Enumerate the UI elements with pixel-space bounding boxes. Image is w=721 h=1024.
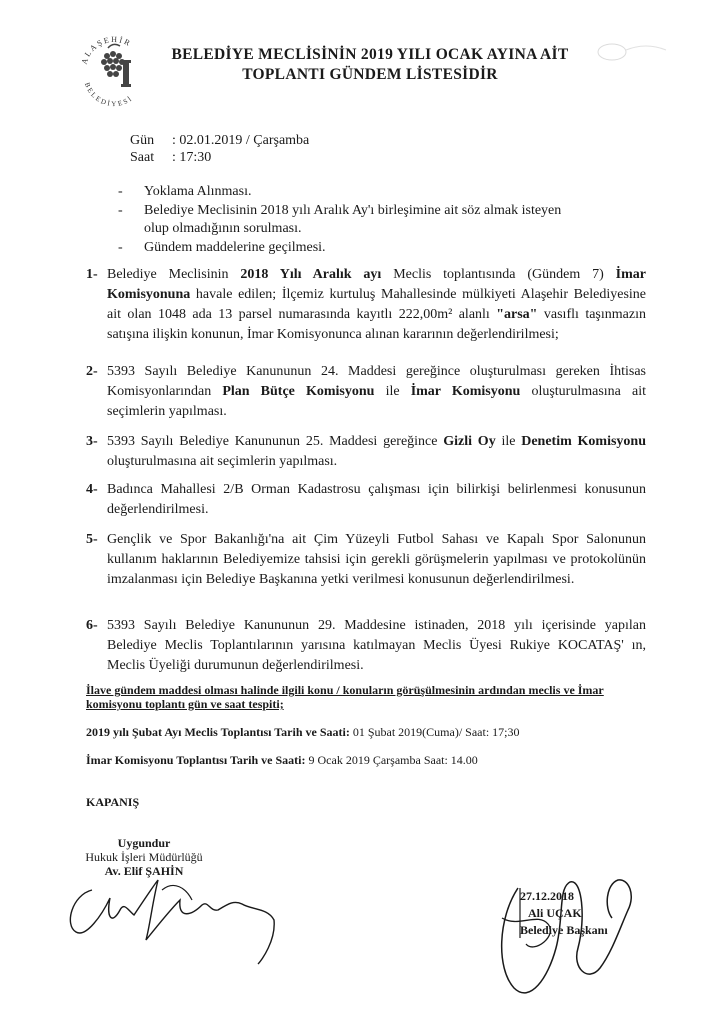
- item-bold: İmar Komisyonuna: [107, 267, 646, 302]
- bullet-item: - Yoklama Alınması.: [118, 183, 588, 201]
- stamp-date: 27.12.2018: [520, 889, 574, 903]
- agenda-item-6: [86, 616, 646, 676]
- item-text: Meclis toplantısında (Gündem 7): [381, 267, 616, 282]
- document-title-line2: TOPLANTI GÜNDEM LİSTESİDİR: [242, 66, 498, 83]
- logo-text-top: ALAŞEHİR: [79, 34, 134, 66]
- item-text: havale edilen; İlçemiz kurtuluş Mahallesinde mülkiyeti Alaşehir Belediyesine ait olan 1048 ada 13 parsel numarasında kayıtlı 222,00m² alanlı: [107, 287, 646, 322]
- next-meeting-value: 01 Şubat 2019(Cuma)/ Saat: 17;30: [349, 725, 520, 739]
- stamp-mayor-title: Belediye Başkanı: [520, 923, 608, 937]
- stamp-mayor-name: Ali UÇAK: [528, 906, 582, 920]
- item-number: 1-: [86, 267, 98, 282]
- item-text: oluşturulmasına ait seçimlerin yapılması.: [107, 454, 338, 469]
- agenda-item-1: [86, 265, 646, 345]
- item-bold: Plan Bütçe Komisyonu: [222, 384, 375, 399]
- agenda-item-3: [86, 432, 646, 472]
- day-value: : 02.01.2019 / Çarşamba: [172, 133, 310, 148]
- mayor-stamp: [520, 888, 608, 939]
- item-bold: "arsa": [496, 307, 538, 322]
- item-text: Badınca Mahallesi 2/B Orman Kadastrosu çalışması için bilirkişi belirlenmesi konusunun değerlendirilmesi.: [107, 482, 646, 517]
- imar-commission-meeting: [86, 753, 646, 768]
- item-bold: Gizli Oy: [443, 434, 496, 449]
- item-text: 5393 Sayılı Belediye Kanununun 24. Maddesi gereğince oluşturulması gereken İhtisas Komisyonlarından: [107, 364, 646, 399]
- item-text: 5393 Sayılı Belediye Kanununun 25. Maddesi gereğince: [107, 434, 444, 449]
- item-bold: İmar Komisyonu: [410, 384, 521, 399]
- time-value: : 17:30: [172, 150, 212, 165]
- approval-word: Uygundur: [117, 836, 171, 850]
- item-number: 5-: [86, 532, 98, 547]
- bullet-item: - Belediye Meclisinin 2018 yılı Aralık Ay'ı birleşimine ait söz almak isteyen olup olmadığının sorulması.: [118, 202, 588, 238]
- item-bold: Denetim Komisyonu: [521, 434, 647, 449]
- imar-meeting-label: İmar Komisyonu Toplantısı Tarih ve Saati:: [86, 753, 306, 767]
- item-text: ile: [495, 434, 522, 449]
- meeting-time: [130, 150, 211, 166]
- agenda-item-5: [86, 530, 646, 590]
- document-title-line1: BELEDİYE MECLİSİNİN 2019 YILI OCAK AYINA AİT: [171, 46, 569, 63]
- item-text: vasıflı taşınmazın satışına ilişkin konunun, İmar Komisyonunca alınan kararının değerlendirilmesi;: [107, 307, 646, 342]
- approval-name: Av. Elif ŞAHİN: [104, 864, 184, 878]
- opening-bullets: [118, 183, 588, 258]
- time-label: Saat: [130, 150, 155, 165]
- item-number: 3-: [86, 434, 98, 449]
- item-number: 4-: [86, 482, 98, 497]
- item-text: oluşturulmasına ait seçimlerin yapılması.: [107, 384, 646, 419]
- bullet-item: - Gündem maddelerine geçilmesi.: [118, 239, 588, 257]
- item-text: ile: [374, 384, 411, 399]
- approval-department: Hukuk İşleri Müdürlüğü: [85, 850, 203, 864]
- next-council-meeting: [86, 725, 646, 740]
- imar-meeting-value: 9 Ocak 2019 Çarşamba Saat: 14.00: [305, 753, 478, 767]
- item-number: 2-: [86, 364, 98, 379]
- meeting-day: [130, 133, 309, 149]
- closing-label: KAPANIŞ: [86, 795, 140, 809]
- item-text: Gençlik ve Spor Bakanlığı'na ait Çim Yüzeyli Futbol Sahası ve Kapalı Spor Salonunun kullanım haklarının Belediyemize tahsisi için gerekli görüşmelerin yapılması ve protokolünün imzalanması için Belediye Başkanına yetki verilmesi konusunun değerlendirilmesi.: [107, 532, 646, 587]
- agenda-item-4: [86, 480, 646, 520]
- additional-agenda-note: İlave gündem maddesi olması halinde ilgili konu / konuların görüşülmesinin ardından meclis ve İmar komisyonu toplantı gün ve saat tespiti;: [86, 683, 604, 711]
- item-text: Belediye Meclisinin: [107, 267, 241, 282]
- agenda-item-2: [86, 362, 646, 422]
- faint-stamp-mark: [590, 38, 670, 78]
- municipality-logo: [76, 18, 152, 118]
- item-text: 5393 Sayılı Belediye Kanununun 29. Maddesine istinaden, 2018 yılı içerisinde yapılan Belediye Meclis Toplantılarının yarısına katılmayan Meclis Üyesi Rukiye KOCATAŞ' ın, Meclis Üyeliği durumunun değerlendirilmesi.: [107, 618, 646, 673]
- logo-text-bottom: BELEDİYESİ: [82, 81, 135, 109]
- day-label: Gün: [130, 133, 155, 148]
- item-bold: 2018 Yılı Aralık ayı: [240, 267, 382, 282]
- item-number: 6-: [86, 618, 98, 633]
- legal-signature: [62, 870, 282, 965]
- next-meeting-label: 2019 yılı Şubat Ayı Meclis Toplantısı Tarih ve Saati:: [86, 725, 350, 739]
